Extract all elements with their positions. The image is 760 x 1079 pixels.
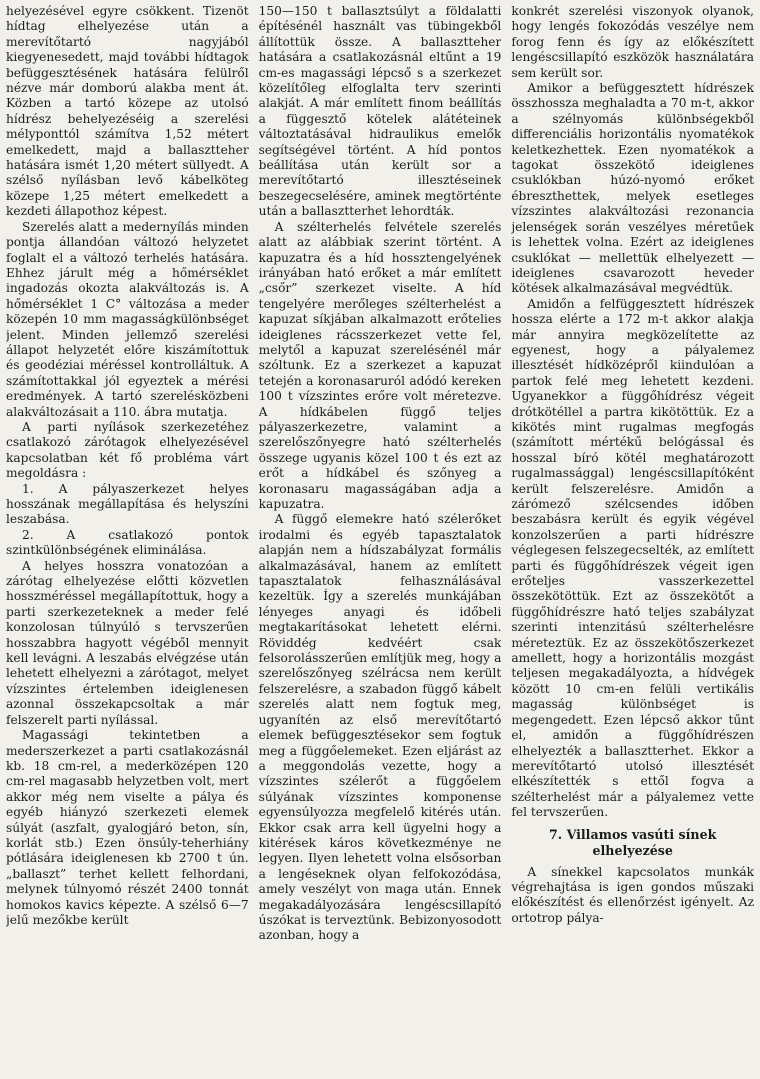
paragraph: 150—150 t ballasztsúlyt a földalatti építésénél használt vas tübingekből állítottük össze. A ballasztteher hatására a csatlakozásnál eltűnt a 19 cm-es magassági lépcső s a szerkezet közelítőleg elfoglalta terv szerinti alakját. A már említett finom beállítás a függesztő kötelek alátéteinek változtatásával hidraulikus emelők segítségével történt. A híd pontos beállítása után került sor a merevítőtartó illesztéseinek beszegecselésére, aminek megtörténte után a ballasztterhet lehordták. [258, 4, 502, 219]
paragraph: Amikor a befüggesztett hídrészek összhossza meghaladta a 70 m-t, akkor a szélnyomás különbségekből differenciális horizontális nyomatékok keletkezhettek. Ezen nyomatékok a tagokat összekötő ideiglenes csuklókban húzó-nyomó erőket ébreszthettek, melyek esetleges vízszintes alakváltozási rezonancia jelenségek során veszélyes méretűek is lehettek volna. Ezért az ideiglenes csuklókat — mellettük elhelyezett — ideiglenes csavarozott heveder kötések alkalmazásával megvédtük. [511, 81, 755, 296]
paragraph: A sínekkel kapcsolatos munkák végrehajtása is igen gondos műszaki előkészítést és ellenőrzést igényelt. Az ortotrop pálya- [511, 864, 755, 925]
paragraph: A parti nyílások szerkezetéhez csatlakozó zárótagok elhelyezésével kapcsolatban két fő probléma várt megoldásra : [6, 419, 249, 481]
section-heading-line-2: elhelyezése [592, 842, 673, 858]
column-3 [511, 4, 754, 1079]
paragraph: A szélterhelés felvétele szerelés alatt az alábbiak szerint történt. A kapuzatra és a híd hossztengelyének irányában ható erőket a már említett „csőr” szerkezet viselte. A híd tengelyére merőleges szélterhelést a kapuzat síkjában alkalmazott erőtelies ideiglenes rácsszerkezet vette fel, melytől a kapuzat szerelésénél már szóltunk. Ez a szerkezet a kapuzat tetején a koronasaruról adódó kereken 100 t vízszintes erőre volt méretezve. A hídkábelen függő teljes pályaszerkezetre, valamint a szerelőszőnyegre ható szélterhelés összege ugyanis közel 100 t és ezt az erőt a hídkábel és szőnyeg a koronasaru magasságában adja a kapuzatra. [258, 219, 502, 511]
paragraph: Szerelés alatt a medernyílás minden pontja állandóan változó helyzetet foglalt el a változó terhelés hatására. Ehhez járult még a hőmérséklet ingadozás okozta alakváltozás is. A hőmérséklet 1 C° változása a meder közepén 10 mm magasságkülönbséget jelent. Minden jellemző szerelési állapot helyzetét előre kiszámítottuk és geodéziai méréssel kontrolláltuk. A számítottakkal jól egyeztek a mérési eredmények. A tartó szerelésközbeni alakváltozásait a 110. ábra mutatja. [6, 219, 249, 419]
section-heading-line-1: 7. Villamos vasúti sínek [549, 826, 717, 842]
list-item: 1. A pályaszerkezet helyes hosszának megállapítása és helyszíni leszabása. [6, 481, 249, 527]
list-item: 2. A csatlakozó pontok szintkülönbségének eliminálása. [6, 527, 249, 558]
paragraph: A helyes hosszra vonatozóan a zárótag elhelyezése előtti közvetlen hosszméréssel megállapítottuk, hogy a parti szerkezeteknek a meder felé konzolosan túlnyúló s tervszerűen hosszabbra hagyott végéből mennyit kell levágni. A leszabás elvégzése után lehetett elhelyezni a zárótagot, melyet vízszintes értelemben ideiglenesen azonnal összekapcsoltak a már felszerelt parti nyílással. [6, 558, 249, 727]
paragraph: helyezésével egyre csökkent. Tizenöt hídtag elhelyezése után a merevítőtartó nagyjából kiegyenesedett, majd további hídtagok befüggesztésének hatására felülről nézve már domború alakba ment át. Közben a tartó közepe az utolsó hídrész behelyezéséig a szerelési mélyponttól számítva 1,52 métert emelkedett, majd a ballasztteher hatására ismét 1,20 métert süllyedt. A szélső nyílásban levő kábelköteg közepe 1,25 métert emelkedett a kezdeti állapothoz képest. [6, 4, 249, 219]
paragraph: Amidőn a felfüggesztett hídrészek hossza elérte a 172 m-t akkor alakja már annyira megközelítette az egyenest, hogy a pályalemez illesztését hídközépről kiindulóan a partok felé meg lehetett kezdeni. Ugyanekkor a függőhídrész végeit drótkötéllel a partra kikötöttük. Ez a kikötés mint rugalmas megfogás (számított mértékű belógással és hosszal bíró kötél meghatározott rugalmassággal) lengéscsillapítóként került felszerelésre. Amidőn a zárómező szélcsendes időben beszabásra került és egyik végével konzolszerűen a parti hídrészre véglegesen felszegecselték, az említett parti és függőhídrészek végeit igen erőteljes vasszerkezettel összekötöttük. Ezt az összekötőt a függőhídrészre ható teljes szabályzat szerinti intenzitású szélterhelésre méreteztük. Ez az összekötőszerkezet amellett, hogy a horizontális mozgást teljesen megakadályozta, a hídvégek között 10 cm-en felüli vertikális magasság különbséget is megengedett. Ezen lépcső akkor tűnt el, amidőn a függőhídrészen elhelyezték a ballasztterhet. Ekkor a merevítőtartó utolsó illesztését elkészítették s ettől fogva a szélterhelést már a pályalemez vette fel tervszerűen. [511, 296, 755, 820]
paragraph: A függő elemekre ható szélerőket irodalmi és egyéb tapasztalatok alapján nem a hídszabályzat formális alkalmazásával, hanem az említett tapasztalatok felhasználásával kezeltük. Így a szerelés munkájában lényeges anyagi és időbeli megtakarításokat lehetett elérni. Röviddég kedvéért csak felsorolásszerűen említjük meg, hogy a szerelőszőnyeg szélrácsa nem került felszerelésre, a szabadon függő kábelt szerelés alatt nem fogtuk meg, ugyanítén az első merevítőtartó elemek befüggesztésekor sem fogtuk meg a függőelemeket. Ezen eljárást az a meggondolás vezette, hogy a vízszintes szélerőt a függőelem súlyának vízszintes komponense egyensúlyozza megfelelő kitérés után. Ekkor csak arra kell ügyelni hogy a kitérések káros következménye ne legyen. Ilyen lehetett volna elsősorban a lengéseknek olyan felfokozódása, amely veszélyt von maga után. Ennek megakadályozására lengéscsillapító úszókat is terveztünk. Bebizonyosodott azonban, hogy a [258, 512, 502, 943]
paragraph: konkrét szerelési viszonyok olyanok, hogy lengés fokozódás veszélye nem forog fenn és így az előkészített lengéscsillapító eszközök használatára sem került sor. [511, 4, 755, 80]
column-1 [6, 4, 249, 1079]
paragraph: Magassági tekintetben a mederszerkezet a parti csatlakozásnál kb. 18 cm-rel, a mederközépen 120 cm-rel magasabb helyzetben volt, mert akkor még nem viselte a pálya és egyéb hiányzó szerkezeti elemek súlyát (aszfalt, gyalogjáró beton, sín, korlát stb.) Ezen önsúly-teherhiány pótlására ideiglenesen kb 2700 t ún. „ballaszt” terhet kellett felhordani, melynek túlnyomó részét 2400 tonnát homokos kavics képezte. A szélső 6—7 jelű mezőkbe került [6, 728, 249, 927]
section-heading [511, 827, 754, 859]
column-2 [259, 4, 502, 1079]
